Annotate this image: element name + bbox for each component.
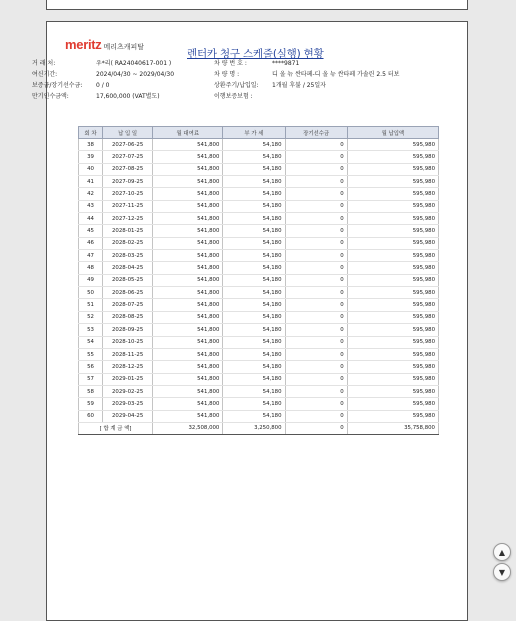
table-row: [79, 139, 439, 151]
table-cell: 0: [285, 348, 347, 360]
table-cell: 541,800: [153, 176, 223, 188]
table-cell: 541,800: [153, 200, 223, 212]
table-cell: 595,980: [347, 213, 438, 225]
table-cell: 2027-06-25: [103, 139, 153, 151]
table-cell: 2028-08-25: [103, 311, 153, 323]
table-cell: 0: [285, 213, 347, 225]
table-cell: 541,800: [153, 262, 223, 274]
total-cell: 0: [285, 422, 347, 434]
table-cell: 56: [79, 361, 103, 373]
info-label: 차 량 번 호 :: [214, 60, 247, 67]
table-cell: 2027-12-25: [103, 213, 153, 225]
logo-subtitle: 메리츠캐피탈: [103, 43, 145, 51]
table-cell: 595,980: [347, 262, 438, 274]
table-row: [79, 225, 439, 237]
table-row: [79, 188, 439, 200]
table-cell: 54,180: [223, 200, 285, 212]
table-cell: 0: [285, 262, 347, 274]
table-cell: 595,980: [347, 250, 438, 262]
table-row: [79, 163, 439, 175]
table-row: [79, 151, 439, 163]
table-cell: 55: [79, 348, 103, 360]
table-cell: 0: [285, 225, 347, 237]
info-row: [214, 80, 399, 91]
table-cell: 541,800: [153, 324, 223, 336]
table-cell: 2028-01-25: [103, 225, 153, 237]
table-cell: 2028-02-25: [103, 237, 153, 249]
table-cell: 595,980: [347, 336, 438, 348]
info-row: [214, 58, 399, 69]
table-cell: 2027-07-25: [103, 151, 153, 163]
table-cell: 0: [285, 200, 347, 212]
table-cell: 0: [285, 250, 347, 262]
table-cell: 2028-05-25: [103, 274, 153, 286]
document-title: 렌터카 청구 스케줄(실행) 현황: [187, 48, 324, 60]
table-cell: 54,180: [223, 336, 285, 348]
info-row: [32, 69, 174, 80]
table-cell: 0: [285, 385, 347, 397]
info-value: 디 올 뉴 싼타페-디 올 뉴 싼타페 가솔린 2.5 터보: [272, 71, 400, 78]
total-cell: 3,250,800: [223, 422, 285, 434]
info-value: 17,600,000 (VAT별도): [96, 93, 160, 100]
table-cell: 54,180: [223, 398, 285, 410]
table-cell: 0: [285, 287, 347, 299]
table-cell: 54,180: [223, 324, 285, 336]
table-cell: 52: [79, 311, 103, 323]
table-cell: 541,800: [153, 188, 223, 200]
table-row: [79, 176, 439, 188]
table-cell: 2027-11-25: [103, 200, 153, 212]
table-cell: 39: [79, 151, 103, 163]
contract-info-right: [214, 58, 399, 102]
table-cell: 541,800: [153, 163, 223, 175]
total-label: [ 합 계 금 액]: [79, 422, 153, 434]
table-cell: 541,800: [153, 139, 223, 151]
table-cell: 2027-09-25: [103, 176, 153, 188]
table-cell: 54,180: [223, 237, 285, 249]
table-cell: 541,800: [153, 385, 223, 397]
table-cell: 0: [285, 373, 347, 385]
table-cell: 59: [79, 398, 103, 410]
info-row: [32, 91, 174, 102]
table-cell: 595,980: [347, 324, 438, 336]
table-cell: 0: [285, 361, 347, 373]
table-cell: 0: [285, 311, 347, 323]
column-header: 월 대여료: [153, 127, 223, 139]
table-cell: 2027-10-25: [103, 188, 153, 200]
info-label: 차 량 명 :: [214, 71, 240, 78]
table-row: [79, 398, 439, 410]
table-cell: 0: [285, 299, 347, 311]
table-cell: 45: [79, 225, 103, 237]
column-header: 월 납입액: [347, 127, 438, 139]
table-cell: 60: [79, 410, 103, 422]
table-row: [79, 287, 439, 299]
table-cell: 541,800: [153, 151, 223, 163]
table-cell: 0: [285, 398, 347, 410]
table-cell: 2027-08-25: [103, 163, 153, 175]
table-cell: 595,980: [347, 311, 438, 323]
table-cell: 54,180: [223, 139, 285, 151]
table-cell: 595,980: [347, 176, 438, 188]
logo-mark: meritz: [65, 37, 102, 52]
table-cell: 2029-03-25: [103, 398, 153, 410]
table-row: [79, 200, 439, 212]
table-cell: 541,800: [153, 410, 223, 422]
table-cell: 595,980: [347, 188, 438, 200]
total-row: [79, 422, 439, 434]
table-cell: 2029-02-25: [103, 385, 153, 397]
scroll-down-button[interactable]: [493, 563, 511, 581]
table-cell: 54,180: [223, 410, 285, 422]
table-cell: 47: [79, 250, 103, 262]
table-cell: 54,180: [223, 348, 285, 360]
info-row: [214, 69, 399, 80]
table-cell: 541,800: [153, 287, 223, 299]
table-cell: 2028-06-25: [103, 287, 153, 299]
info-label: 만기인수금액:: [32, 93, 69, 100]
table-cell: 48: [79, 262, 103, 274]
table-header-row: [79, 127, 439, 139]
info-row: [32, 58, 174, 69]
contract-info-left: [32, 58, 174, 102]
info-row: [214, 91, 399, 102]
info-row: [32, 80, 174, 91]
table-cell: 0: [285, 188, 347, 200]
info-value: ****9871: [272, 60, 300, 67]
table-cell: 0: [285, 176, 347, 188]
table-cell: 54,180: [223, 299, 285, 311]
table-cell: 54: [79, 336, 103, 348]
total-cell: 35,758,800: [347, 422, 438, 434]
table-row: [79, 373, 439, 385]
table-cell: 2029-04-25: [103, 410, 153, 422]
table-row: [79, 299, 439, 311]
table-cell: 0: [285, 163, 347, 175]
table-cell: 595,980: [347, 348, 438, 360]
info-label: 보증금/장기선수금:: [32, 82, 83, 89]
column-header: 부 가 세: [223, 127, 285, 139]
table-cell: 2028-03-25: [103, 250, 153, 262]
table-row: [79, 410, 439, 422]
table-cell: 541,800: [153, 274, 223, 286]
table-cell: 541,800: [153, 311, 223, 323]
table-row: [79, 348, 439, 360]
table-cell: 2028-09-25: [103, 324, 153, 336]
table-cell: 0: [285, 336, 347, 348]
table-cell: 0: [285, 237, 347, 249]
table-cell: 541,800: [153, 361, 223, 373]
table-row: [79, 324, 439, 336]
table-cell: 58: [79, 385, 103, 397]
table-cell: 541,800: [153, 299, 223, 311]
table-cell: 541,800: [153, 398, 223, 410]
table-cell: 2029-01-25: [103, 373, 153, 385]
table-cell: 57: [79, 373, 103, 385]
total-cell: 32,508,000: [153, 422, 223, 434]
table-cell: 54,180: [223, 213, 285, 225]
table-cell: 54,180: [223, 188, 285, 200]
table-cell: 41: [79, 176, 103, 188]
table-row: [79, 262, 439, 274]
table-cell: 541,800: [153, 213, 223, 225]
table-cell: 54,180: [223, 385, 285, 397]
table-cell: 2028-11-25: [103, 348, 153, 360]
table-cell: 541,800: [153, 250, 223, 262]
table-row: [79, 274, 439, 286]
table-cell: 54,180: [223, 225, 285, 237]
table-row: [79, 311, 439, 323]
table-cell: 54,180: [223, 373, 285, 385]
table-cell: 595,980: [347, 237, 438, 249]
table-cell: 541,800: [153, 225, 223, 237]
table-cell: 595,980: [347, 163, 438, 175]
table-cell: 54,180: [223, 361, 285, 373]
table-cell: 43: [79, 200, 103, 212]
company-logo: [65, 37, 144, 52]
table-cell: 53: [79, 324, 103, 336]
table-cell: 54,180: [223, 274, 285, 286]
table-cell: 54,180: [223, 250, 285, 262]
table-cell: 595,980: [347, 373, 438, 385]
table-row: [79, 250, 439, 262]
table-cell: 2028-07-25: [103, 299, 153, 311]
billing-schedule-table: [78, 126, 439, 435]
table-cell: 595,980: [347, 200, 438, 212]
table-row: [79, 385, 439, 397]
table-cell: 541,800: [153, 373, 223, 385]
column-header: 회 차: [79, 127, 103, 139]
table-cell: 2028-10-25: [103, 336, 153, 348]
table-cell: 2028-04-25: [103, 262, 153, 274]
table-cell: 595,980: [347, 151, 438, 163]
info-label: 이행보증보험 :: [214, 93, 253, 100]
table-cell: 0: [285, 274, 347, 286]
triangle-down-icon: ▼: [498, 567, 506, 577]
table-cell: 595,980: [347, 139, 438, 151]
column-header: 장기선수금: [285, 127, 347, 139]
table-cell: 595,980: [347, 274, 438, 286]
table-body: [79, 139, 439, 435]
table-cell: 595,980: [347, 225, 438, 237]
table-cell: 541,800: [153, 237, 223, 249]
table-cell: 0: [285, 324, 347, 336]
table-row: [79, 213, 439, 225]
table-cell: 595,980: [347, 299, 438, 311]
info-value: 우*리( RA24040617-001 ): [96, 60, 172, 67]
table-cell: 44: [79, 213, 103, 225]
table-cell: 54,180: [223, 176, 285, 188]
table-cell: 54,180: [223, 311, 285, 323]
table-row: [79, 237, 439, 249]
table-cell: 46: [79, 237, 103, 249]
table-cell: 54,180: [223, 163, 285, 175]
table-cell: 54,180: [223, 287, 285, 299]
table-cell: 541,800: [153, 336, 223, 348]
info-label: 거 래 처:: [32, 60, 56, 67]
info-value: 2024/04/30 ~ 2029/04/30: [96, 71, 175, 78]
table-cell: 54,180: [223, 262, 285, 274]
table-cell: 595,980: [347, 385, 438, 397]
triangle-up-icon: ▲: [498, 547, 506, 557]
info-label: 상환주기/납입일:: [214, 82, 259, 89]
table-row: [79, 336, 439, 348]
info-value: 0 / 0: [96, 82, 110, 89]
table-cell: 0: [285, 151, 347, 163]
table-cell: 40: [79, 163, 103, 175]
scroll-up-button[interactable]: [493, 543, 511, 561]
table-cell: 38: [79, 139, 103, 151]
table-cell: 541,800: [153, 348, 223, 360]
previous-page-fragment: [46, 0, 468, 10]
table-cell: 54,180: [223, 151, 285, 163]
table-cell: 595,980: [347, 398, 438, 410]
table-cell: 595,980: [347, 361, 438, 373]
table-cell: 2028-12-25: [103, 361, 153, 373]
table-row: [79, 361, 439, 373]
column-header: 납 입 일: [103, 127, 153, 139]
info-label: 여신기간:: [32, 71, 58, 78]
table-cell: 51: [79, 299, 103, 311]
table-cell: 595,980: [347, 410, 438, 422]
table-cell: 0: [285, 410, 347, 422]
table-cell: 49: [79, 274, 103, 286]
info-value: 1개월 후불 / 25일자: [272, 82, 326, 89]
table-cell: 0: [285, 139, 347, 151]
table-cell: 50: [79, 287, 103, 299]
table-cell: 42: [79, 188, 103, 200]
table-cell: 595,980: [347, 287, 438, 299]
